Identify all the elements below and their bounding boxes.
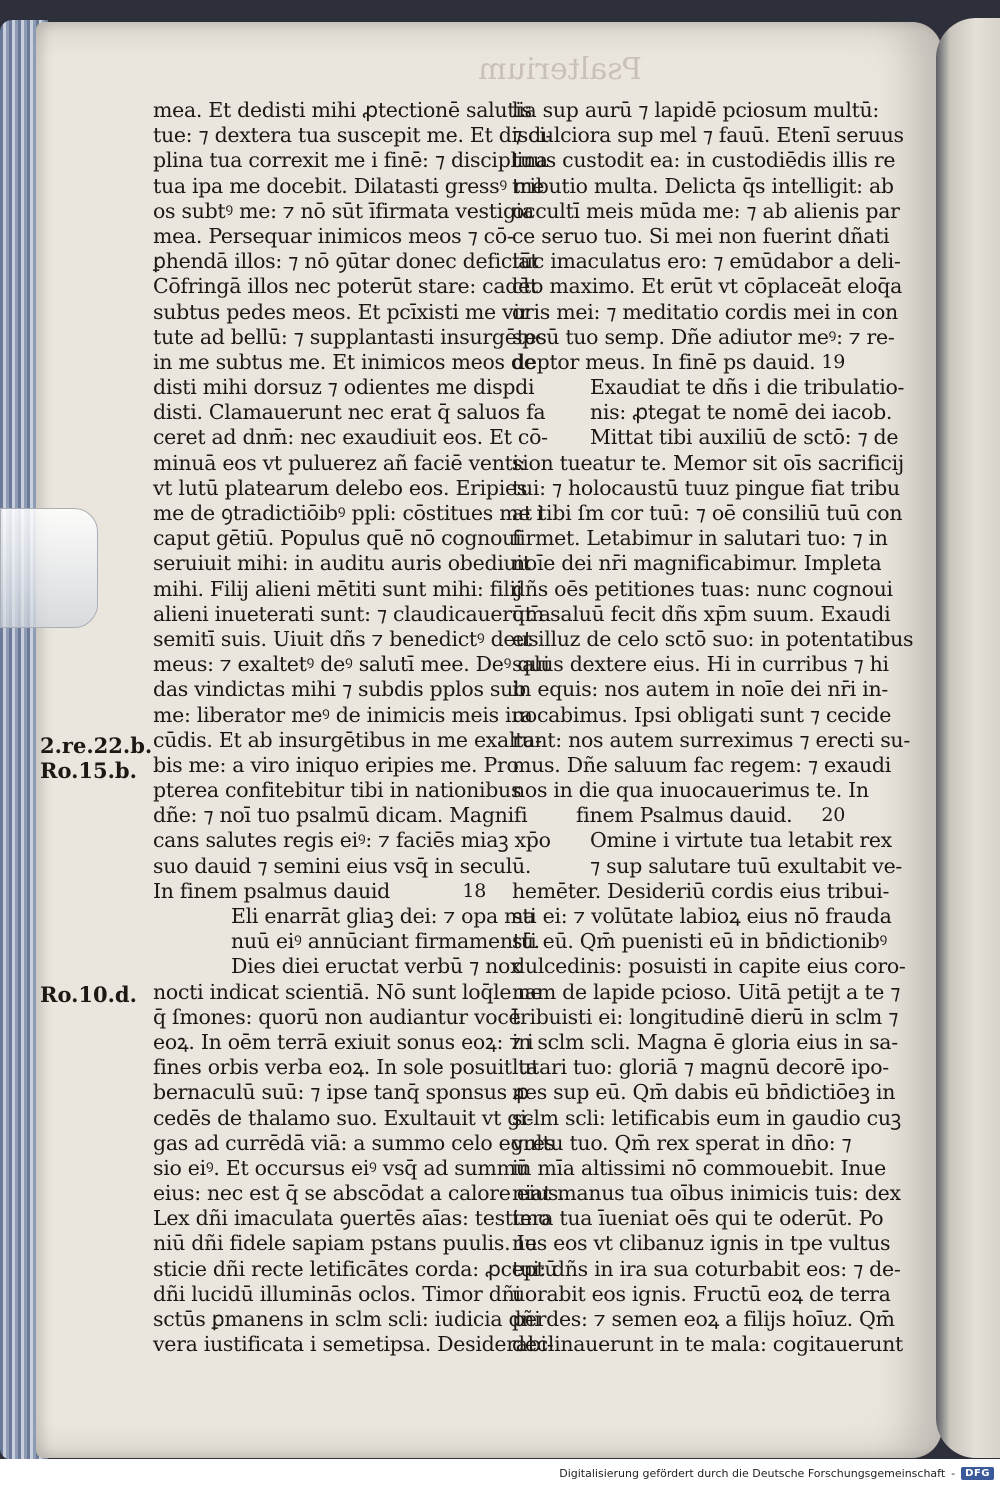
text-line: plina tua correxit me i finē: ⁊ disciplina [153, 148, 548, 173]
text-line: sti eū. Qm̄ puenisti eū in bn̄dictionibꝰ [512, 929, 888, 954]
text-line: tera tua īueniat oēs qui te oderūt. Po [512, 1206, 884, 1231]
text-line: qm̄ saluū fecit dñs xp̄m suum. Exaudi [512, 601, 891, 626]
text-line: in mīa altissimi nō commouebit. Inue [512, 1155, 886, 1180]
text-line: vera iustificata i semetipsa. Desiderabi- [153, 1332, 554, 1357]
text-line: sticie dñi recte letificātes corda: ꝓceptū [153, 1256, 558, 1281]
text-line: sti ei: ⁊ volūtate labioꝝ eius nō frauda [512, 904, 892, 928]
text-line: lia sup aurū ⁊ lapidē pciosum multū: [512, 98, 880, 122]
text-line: nocti indicat scientiā. Nō sunt loq̄le ne [153, 979, 543, 1004]
text-line: os subtꝰ me: ⁊ nō sūt īfirmata vestigia [153, 198, 534, 223]
text-line: spcū tuo semp. Dñe adiutor meꝰ: ⁊ re- [512, 324, 895, 349]
text-line: me: liberator meꝰ de inimicis meis ira [153, 702, 533, 727]
text-line: nes eos vt clibanuz ignis in tpe vultus [512, 1231, 891, 1256]
psalm-18-heading [153, 879, 498, 904]
text-line: tute ad bellū: ⁊ supplantasti insurgētes [153, 324, 547, 349]
text-line: q̄ ſmones: quorū non audiantur vocē [153, 1004, 521, 1029]
text-line: seruiuit mihi: in auditu auris obediuit [153, 551, 531, 576]
psalm-number: 18 [462, 879, 486, 902]
text-line: noīe dei nr̄i magnificabimur. Impleta [512, 551, 882, 576]
text-line: Dies diei eructat verbū ⁊ nox [231, 954, 522, 979]
text-line: in sclm scli. Magna ē gloria eius in sa- [512, 1029, 898, 1054]
text-line: mus. Dñe saluum fac regem: ⁊ exaudi [512, 752, 892, 777]
text-line: Omine i virtute tua letabit rex [590, 828, 892, 853]
text-line: Mittat tibi auxiliū de sctō: ⁊ de [590, 425, 899, 450]
text-line: tuus custodit ea: in custodiēdis illis re [512, 148, 896, 173]
margin-note-1: 2.re.22.b. [40, 733, 153, 758]
psalm-number: 19 [821, 350, 845, 373]
text-line: vultu tuo. Qm̄ rex sperat in dn̄o: ⁊ [512, 1130, 852, 1155]
text-line: tributio multa. Delicta q̄s intelligit: ab [512, 173, 894, 198]
text-line: nuū eiꝰ annūciant firmamentū. [231, 929, 540, 954]
text-line: eoꝝ. In oēm terrā exiuit sonus eoꝝ: ⁊ i [153, 1029, 534, 1054]
text-line: hemēter. Desideriū cordis eius tribui- [512, 878, 890, 903]
text-line: sclm scli: letificabis eum in gaudio cuꝫ [512, 1105, 901, 1130]
psalm-number: 20 [821, 804, 845, 827]
text-line: dulcedinis: posuisti in capite eius coro- [512, 954, 906, 979]
text-line: in me subtus me. Et inimicos meos de [153, 349, 536, 374]
text-line: ceret ad dnm̄: nec exaudiuit eos. Et cō- [153, 425, 548, 450]
text-line: nam de lapide pcioso. Uitā petijt a te ⁊ [512, 979, 901, 1004]
text-line: lutari tuo: gloriā ⁊ magnū decorē ipo- [512, 1055, 889, 1080]
text-line: sion tueatur te. Memor sit oīs sacrificij [512, 450, 904, 475]
text-line: niū dñi fidele sapiam pstans puulis. Iu [153, 1231, 538, 1256]
text-line: nes sup eū. Qm̄ dabis eū bn̄dictiōeꝫ in [512, 1080, 896, 1105]
text-line: mea. Persequar inimicos meos ⁊ cō- [153, 223, 514, 248]
text-line: eius: nec est q̄ se abscōdat a calore eius. [153, 1181, 565, 1206]
text-line: Exaudiat te dñs i die tribulatio- [590, 375, 905, 400]
footer-separator: - [951, 1466, 956, 1480]
psalm-heading-title: In finem psalmus dauid [153, 878, 390, 903]
text-line: salus dextere eius. Hi in curribus ⁊ hi [512, 652, 889, 677]
psalm-20-heading [512, 803, 857, 828]
text-line: et illuz de celo sctō suo: in potentatibus [512, 626, 914, 651]
text-line: alieni inueterati sunt: ⁊ claudicauerūt a [153, 601, 551, 626]
text-line: uorabit eos ignis. Fructū eoꝝ de terra [512, 1281, 891, 1306]
text-line: ⁊ sup salutare tuū exultabit ve- [590, 853, 903, 878]
text-line: bis me: a viro iniquo eripies me. Pro [153, 752, 519, 777]
text-line: cūdis. Et ab insurgētibus in me exalta- [153, 727, 542, 752]
text-line: Lex dñi imaculata ꝯuertēs aīas: testimo [153, 1206, 551, 1231]
text-line: dñi lucidū illuminās oclos. Timor dñi [153, 1281, 521, 1306]
text-line: tribuisti ei: longitudinē dierū in sclm ⁊ [512, 1004, 899, 1029]
text-line: me de ꝯtradictiōibꝰ ppli: cōstitues me i [153, 501, 543, 525]
text-line: cedēs de thalamo suo. Exultauit vt gi- [153, 1105, 533, 1130]
dfg-logo: DFG [961, 1467, 994, 1480]
text-line: cto maximo. Et erūt vt cōplaceāt eloq̄a [512, 274, 903, 299]
text-line: tui: dñs in ira sua coturbabit eos: ⁊ de- [512, 1256, 901, 1281]
text-line: perdes: ⁊ semen eoꝝ a filijs hoīuz. Qm̄ [512, 1307, 895, 1331]
footer-credit: Digitalisierung gefördert durch die Deutsche Forschungsgemeinschaft [559, 1466, 946, 1480]
text-line: uocabimus. Ipsi obligati sunt ⁊ cecide [512, 702, 892, 727]
text-line: Cōfringā illos nec poterūt stare: cadēt [153, 274, 538, 299]
text-line: vt lutū platearum delebo eos. Eripies [153, 475, 528, 500]
text-line: mea. Et dedisti mihi ꝓtectionē salutis [153, 98, 532, 122]
text-line: das vindictas mihi ⁊ subdis pplos sub [153, 677, 526, 702]
text-line: occultī meis mūda me: ⁊ ab alienis par [512, 198, 900, 223]
margin-note-3: Ro.10.d. [40, 982, 137, 1007]
page-clip [0, 508, 98, 628]
facing-page-edge [936, 18, 1000, 1458]
text-line: pterea confitebitur tibi in nationibus [153, 778, 522, 803]
text-line: ce seruo tuo. Si mei non fuerint dñati [512, 223, 890, 248]
right-column [512, 98, 914, 1357]
text-line: tue: ⁊ dextera tua suscepit me. Et disci- [153, 123, 553, 148]
text-line: caput gētiū. Populus quē nō cognoui [153, 526, 522, 551]
text-line: Eli enarrāt gliaꝫ dei: ⁊ opa ma [231, 904, 536, 928]
text-line: tūc imaculatus ero: ⁊ emūdabor a deli- [512, 249, 901, 274]
text-line: minuā eos vt puluerez añ faciē venti: [153, 450, 526, 475]
text-line: gas ad currēdā viā: a summo celo egres [153, 1130, 555, 1155]
margin-note-2: Ro.15.b. [40, 758, 137, 783]
text-line: dñe: ⁊ noī tuo psalmū dicam. Magnifi [153, 803, 528, 828]
text-line: disti mihi dorsuz ⁊ odientes me dispdi [153, 375, 535, 400]
text-line: at tibi ſm cor tuū: ⁊ oē consiliū tuū con [512, 501, 903, 525]
text-line: declinauerunt in te mala: cogitauerunt [512, 1332, 903, 1357]
text-line: sctūs ꝑmanens in sclm scli: iudicia dñi [153, 1307, 541, 1331]
text-line: suo dauid ⁊ semini eius vsq̄ in seculū. [153, 853, 532, 878]
psalm-heading-title: finem Psalmus dauid. [576, 803, 793, 828]
text-line: firmet. Letabimur in salutari tuo: ⁊ in [512, 526, 888, 551]
digitization-footer [0, 1459, 1000, 1487]
text-line: oris mei: ⁊ meditatio cordis mei in con [512, 299, 898, 324]
psalm-19-heading [512, 350, 857, 375]
text-line: dñs oēs petitiones tuas: nunc cognoui [512, 576, 893, 601]
text-line: in equis: nos autem in noīe dei nr̄i in- [512, 677, 888, 702]
text-line: niat manus tua oībus inimicis tuis: dex [512, 1181, 901, 1206]
left-column [153, 98, 565, 1357]
text-line: ⁊ dulciora sup mel ⁊ fauū. Etenī seruus [512, 123, 904, 148]
text-line: ꝑhendā illos: ⁊ nō ꝯūtar donec deficiāt [153, 249, 539, 274]
text-line: sio eiꝰ. Et occursus eiꝰ vsq̄ ad summū [153, 1155, 529, 1180]
running-head-showthrough: Psalterium [478, 52, 642, 87]
text-line: tui: ⁊ holocaustū tuuz pingue fiat tribu [512, 475, 900, 500]
text-line: subtus pedes meos. Et pcīxisti me vir [153, 299, 530, 324]
psalm-heading-title: deptor meus. In finē ps dauid. [512, 349, 816, 374]
text-line: cans salutes regis eiꝰ: ⁊ faciēs miaꝫ xp̄o [153, 828, 551, 853]
text-line: nis: ꝓtegat te nomē dei iacob. [590, 400, 893, 425]
text-line: mihi. Filij alieni mētiti sunt mihi: filij [153, 576, 522, 601]
text-line: tua ipa me docebit. Dilatasti gressꝰ me [153, 173, 545, 198]
text-line: disti. Clamauerunt nec erat q̄ saluos fa [153, 400, 546, 425]
text-line: fines orbis verba eoꝝ. In sole posuit ta [153, 1055, 538, 1080]
text-line: semitī suis. Uiuit dñs ⁊ benedictꝰ deus [153, 626, 539, 651]
text-line: runt: nos autem surreximus ⁊ erecti su- [512, 727, 910, 752]
text-line: meus: ⁊ exaltetꝰ deꝰ salutī mee. Deꝰ qui [153, 652, 550, 677]
text-line: nos in die qua inuocauerimus te. In [512, 778, 869, 803]
text-line: bernaculū suū: ⁊ ipse tanq̄ sponsus ꝓ [153, 1080, 529, 1105]
